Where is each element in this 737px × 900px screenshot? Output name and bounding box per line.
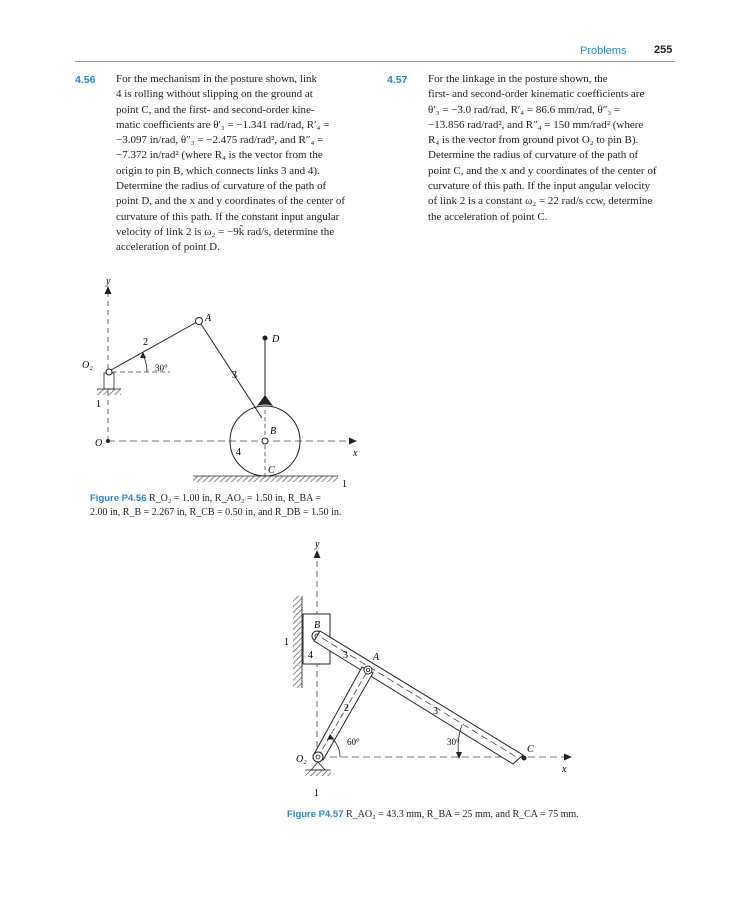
- problem-line: −7.372 in/rad² (where R₄ is the vector from the: [116, 149, 323, 162]
- c-label: C: [527, 744, 534, 755]
- problem-line: acceleration of point D.: [116, 241, 220, 254]
- page-number: 255: [654, 44, 673, 56]
- figure-p4-56: [82, 276, 358, 490]
- y-axis-label: y: [315, 539, 320, 550]
- problem-line: point D, and the x and y coordinates of the center of: [116, 195, 346, 208]
- angle-label: 30°: [155, 363, 168, 373]
- problem-line: Determine the radius of curvature of the path of: [116, 180, 327, 193]
- ground-hatch: [193, 476, 338, 482]
- problem-line: the acceleration of point C.: [428, 210, 548, 223]
- wall-hatch: [293, 596, 302, 688]
- problem-line: −13.856 rad/rad², and R″₄ = 150 mm/rad² (where: [428, 118, 644, 131]
- problem-number-4-56: 4.56: [75, 74, 96, 86]
- problem-line: point C, and the x and y coordinates of the center of: [428, 164, 657, 177]
- problem-line: origin to pin B, which connects links 3 and 4).: [116, 164, 320, 177]
- a-label: A: [373, 652, 380, 663]
- link-4-label: 4: [236, 447, 241, 458]
- a-label: A: [205, 313, 212, 324]
- angle-arrow-icon: [456, 752, 462, 759]
- problem-line: −3.097 in/rad, θ″₃ = −2.475 rad/rad², and R″₄ =: [116, 134, 324, 147]
- figure-p4-56-caption: [90, 492, 341, 520]
- ground-label: 1: [342, 479, 347, 490]
- x-axis-label: x: [562, 764, 567, 775]
- problem-line: For the mechanism in the posture shown, link: [116, 73, 318, 85]
- y-axis-arrow-icon: [314, 550, 321, 558]
- figure-p4-57-caption: [287, 808, 579, 822]
- figure-label: Figure P4.57: [287, 809, 344, 820]
- problem-line: point C, and the first- and second-order kine-: [116, 103, 315, 116]
- problem-number-4-57: 4.57: [387, 74, 408, 86]
- origin-point: [106, 439, 110, 443]
- problem-line: curvature of this path. If the constant input angular: [116, 210, 340, 223]
- problem-line: velocity of link 2 is ω₂ = −9k̂ rad/s, determine the: [116, 225, 335, 238]
- link-3-label-upper: 3: [343, 650, 348, 661]
- ground-label: 1: [314, 788, 319, 799]
- angle-30-label: 30°: [447, 737, 460, 747]
- problem-line: first- and second-order kinematic coefficients are: [428, 88, 645, 101]
- y-axis-arrow-icon: [105, 286, 112, 294]
- x-axis-arrow-icon: [349, 438, 357, 445]
- b-label: B: [270, 426, 277, 437]
- ground-hatch: [97, 389, 121, 395]
- figure-label: Figure P4.56: [90, 493, 147, 504]
- problem-line: of link 2 is a constant ω₂ = 22 rad/s ccw, determine: [428, 195, 653, 208]
- angle-60-label: 60°: [347, 737, 360, 747]
- y-axis-label: y: [106, 276, 111, 287]
- link-2-label: 2: [344, 703, 349, 714]
- link-2: [111, 322, 197, 370]
- caption-text: R_O₂ = 1.00 in, R_AO₂ = 1.50 in, R_BA =: [149, 493, 321, 504]
- problem-line: 4 is rolling without slipping on the ground at: [116, 88, 313, 101]
- origin-label: O: [95, 438, 103, 449]
- link-2-label: 2: [143, 337, 148, 348]
- link-4-label: 4: [308, 650, 313, 661]
- problem-line: curvature of this path. If the input angular velocity: [428, 180, 651, 193]
- point-c: [522, 756, 527, 761]
- d-label: D: [272, 334, 280, 345]
- arm-base: [257, 395, 273, 406]
- o2-label: O₂: [82, 360, 93, 371]
- problem-line: For the linkage in the posture shown, the: [428, 73, 608, 85]
- problem-line: matic coefficients are θ′₃ = −1.341 rad/rad, R′₄ =: [116, 118, 330, 131]
- problem-line: θ′₃ = −3.0 rad/rad, R′₄ = 86.6 mm/rad, θ″₃ =: [428, 103, 621, 116]
- running-header-section: Problems: [580, 45, 627, 57]
- figure-p4-57: [284, 539, 572, 799]
- link-3-label: 3: [232, 370, 237, 381]
- pin-b: [262, 438, 268, 444]
- caption-text: 2.00 in, R_B = 2.267 in, R_CB = 0.50 in, and R_DB = 1.50 in.: [90, 507, 342, 518]
- point-d: [263, 336, 268, 341]
- o2-label: O₂: [296, 754, 307, 765]
- problem-line: R₄ is the vector from ground pivot O₂ to pin B).: [428, 134, 639, 147]
- x-axis-arrow-icon: [564, 754, 572, 761]
- pin-a: [196, 318, 203, 325]
- ground-hatch: [305, 770, 331, 776]
- c-label: C: [268, 465, 275, 476]
- problem-line: Determine the radius of curvature of the path of: [428, 149, 639, 162]
- link-3-label-lower: 3: [433, 706, 438, 717]
- wall-label: 1: [284, 637, 289, 648]
- x-axis-label: x: [353, 448, 358, 459]
- link-1-label: 1: [96, 399, 101, 410]
- b-label: B: [314, 620, 321, 631]
- caption-text: R_AO₂ = 43.3 mm, R_BA = 25 mm, and R_CA = 75 mm.: [346, 809, 579, 820]
